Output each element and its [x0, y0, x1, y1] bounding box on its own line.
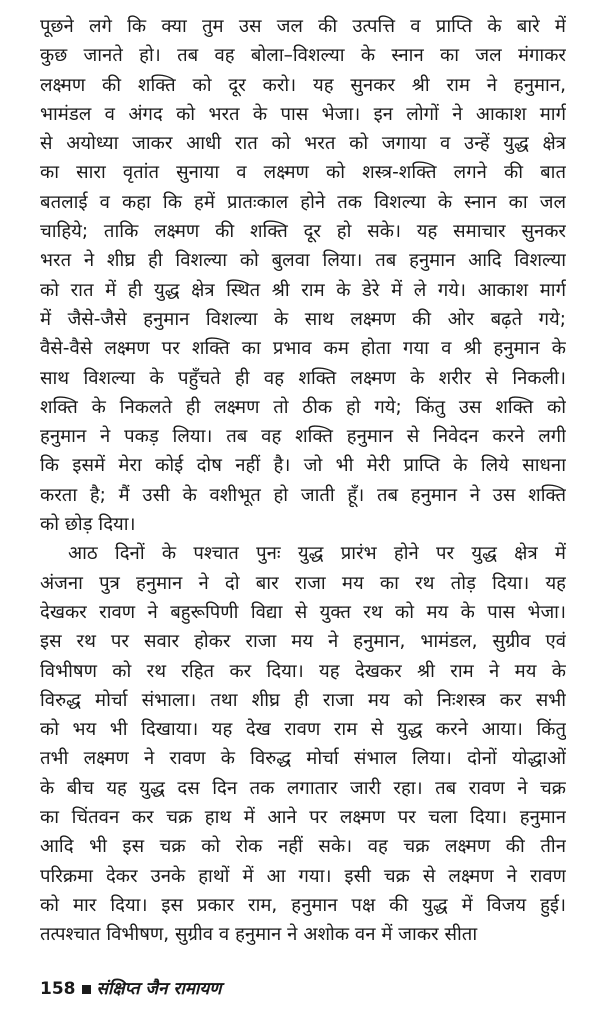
text-line: इस रथ पर सवार होकर राजा मय ने हनुमान, भामंडल, सुग्रीव एवं — [40, 631, 566, 653]
text-line: से अयोध्या जाकर आधी रात को भरत को जगाया व उन्हें युद्ध क्षेत्र — [40, 133, 566, 155]
text-line: विभीषण को रथ रहित कर दिया। यह देखकर श्री राम ने मय के — [40, 660, 566, 682]
text-line: देखकर रावण ने बहुरूपिणी विद्या से युक्त रथ को मय के पास भेजा। — [40, 601, 566, 623]
text-line: पूछने लगे कि क्या तुम उस जल की उत्पत्ति व प्राप्ति के बारे में — [40, 16, 566, 37]
text-line: को छोड़ दिया। — [40, 514, 136, 536]
text-line: अंजना पुत्र हनुमान ने दो बार राजा मय का रथ तोड़ दिया। यह — [40, 572, 566, 594]
text-line: शक्ति के निकलते ही लक्ष्मण तो ठीक हो गये; किंतु उस शक्ति को — [40, 396, 566, 418]
text-line: चाहिये; ताकि लक्ष्मण की शक्ति दूर हो सके। यह समाचार सुनकर — [40, 221, 566, 243]
square-bullet-icon — [82, 985, 91, 994]
text-line: का चिंतवन कर चक्र हाथ में आने पर लक्ष्मण पर चला दिया। हनुमान — [40, 807, 566, 829]
text-line: में जैसे-जैसे हनुमान विशल्या के साथ लक्ष्मण की ओर बढ़ते गये; — [40, 308, 566, 330]
text-line: कुछ जानते हो। तब वह बोला–विशल्या के स्नान का जल मंगाकर — [40, 45, 566, 67]
page-number: 158 — [40, 979, 76, 999]
text-line: बतलाई व कहा कि हमें प्रातःकाल होने तक विशल्या के स्नान का जल — [40, 191, 566, 213]
text-line: का सारा वृतांत सुनाया व लक्ष्मण को शस्त्र-शक्ति लगने की बात — [40, 162, 566, 184]
text-line: विरुद्ध मोर्चा संभाला। तथा शीघ्र ही राजा मय को निःशस्त्र कर सभी — [40, 689, 566, 711]
text-line: तत्पश्चात विभीषण, सुग्रीव व हनुमान ने अशोक वन में जाकर सीता — [40, 924, 478, 946]
text-line: कि इसमें मेरा कोई दोष नहीं है। जो भी मेरी प्राप्ति के लिये साधना — [40, 455, 566, 477]
text-line: तभी लक्ष्मण ने रावण के विरुद्ध मोर्चा संभाल लिया। दोनों योद्धाओं — [40, 748, 566, 770]
text-line: भरत ने शीघ्र ही विशल्या को बुलवा लिया। तब हनुमान आदि विशल्या — [40, 250, 566, 272]
text-line: को रात में ही युद्ध क्षेत्र स्थित श्री राम के डेरे में ले गये। आकाश मार्ग — [40, 279, 566, 301]
page-footer — [40, 976, 221, 999]
text-line: साथ विशल्या के पहुँचते ही वह शक्ति लक्ष्मण के शरीर से निकली। — [40, 367, 566, 389]
page-body-text — [40, 12, 566, 950]
text-line: हनुमान ने पकड़ लिया। तब वह शक्ति हनुमान से निवेदन करने लगी — [40, 426, 566, 448]
text-line: को मार दिया। इस प्रकार राम, हनुमान पक्ष की युद्ध में विजय हुई। — [40, 894, 566, 916]
text-line: लक्ष्मण की शक्ति को दूर करो। यह सुनकर श्री राम ने हनुमान, — [40, 74, 566, 96]
text-line: परिक्रमा देकर उनके हाथों में आ गया। इसी चक्र से लक्ष्मण ने रावण — [40, 865, 566, 887]
text-line: करता है; मैं उसी के वशीभूत हो जाती हूँ। तब हनुमान ने उस शक्ति — [40, 484, 566, 506]
text-line: आठ दिनों के पश्चात पुनः युद्ध प्रारंभ होने पर युद्ध क्षेत्र में — [68, 543, 566, 565]
text-line: को भय भी दिखाया। यह देख रावण राम से युद्ध करने आया। किंतु — [40, 719, 566, 741]
text-line: के बीच यह युद्ध दस दिन तक लगातार जारी रहा। तब रावण ने चक्र — [40, 777, 566, 799]
text-line: वैसे-वैसे लक्ष्मण पर शक्ति का प्रभाव कम होता गया व श्री हनुमान के — [40, 338, 566, 360]
text-line: भामंडल व अंगद को भरत के पास भेजा। इन लोगों ने आकाश मार्ग — [40, 103, 566, 125]
text-line: आदि भी इस चक्र को रोक नहीं सके। वह चक्र लक्ष्मण की तीन — [40, 836, 566, 858]
book-title: संक्षिप्त जैन रामायण — [96, 979, 222, 999]
